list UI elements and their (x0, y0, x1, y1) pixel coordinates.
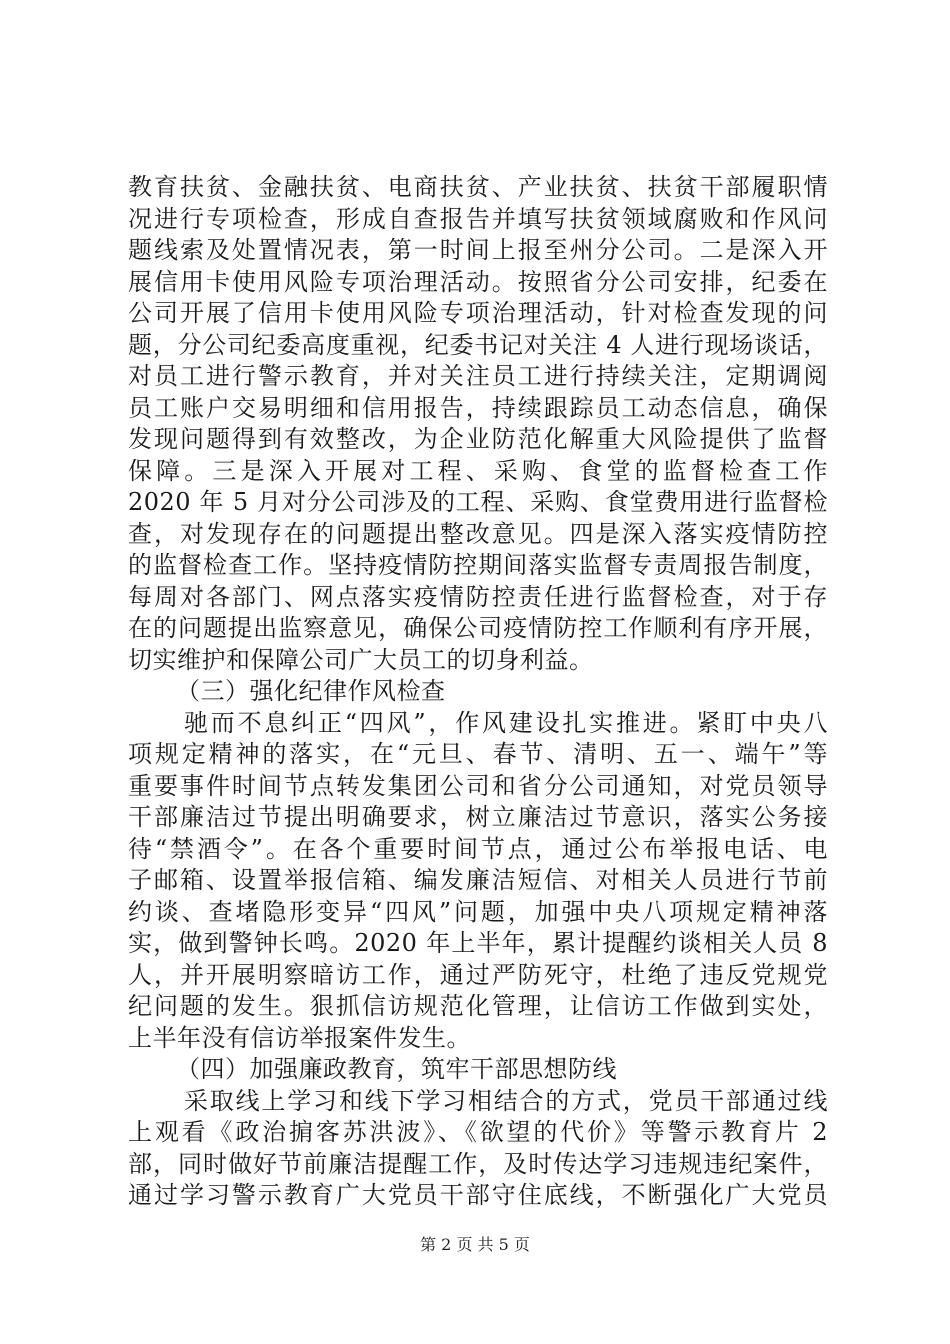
text-line: 通过学习警示教育广大党员干部守住底线，不断强化广大党员 (128, 1181, 828, 1209)
text-line: 的监督检查工作。坚持疫情防控期间落实监督专责周报告制度， (128, 551, 828, 579)
text-line: 展信用卡使用风险专项治理活动。按照省分公司安排，纪委在 (128, 267, 828, 296)
text-line: 员工账户交易明细和信用报告，持续跟踪员工动态信息，确保 (128, 393, 828, 422)
section-heading: （三）强化纪律作风检查 (176, 677, 446, 705)
paragraph-first-line: 驰而不息纠正“四风”，作风建设扎实推进。紧盯中央八 (184, 708, 828, 737)
text-line: 实，做到警钟长鸣。2020 年上半年，累计提醒约谈相关人员 8 (128, 929, 828, 957)
text-line: 保障。三是深入开展对工程、采购、食堂的监督检查工作 (128, 456, 828, 485)
document-body (128, 172, 828, 1212)
text-line: 对员工进行警示教育，并对关注员工进行持续关注，定期调阅 (128, 362, 828, 390)
text-line: 题线索及处置情况表，第一时间上报至州分公司。二是深入开 (128, 236, 828, 264)
text-line: 上观看《政治掮客苏洪波》、《欲望的代价》等警示教育片 2 (128, 1118, 828, 1146)
paragraph-first-line: 采取线上学习和线下学习相结合的方式，党员干部通过线 (184, 1086, 828, 1115)
text-line: 干部廉洁过节提出明确要求，树立廉洁过节意识，落实公务接 (128, 803, 828, 831)
text-line: 纪问题的发生。狠抓信访规范化管理，让信访工作做到实处， (128, 992, 828, 1020)
text-line: 发现问题得到有效整改，为企业防范化解重大风险提供了监督 (128, 425, 828, 453)
section-heading: （四）加强廉政教育，筑牢干部思想防线 (176, 1055, 617, 1083)
text-line: 约谈、查堵隐形变异“四风”问题，加强中央八项规定精神落 (128, 897, 828, 926)
text-line: 在的问题提出监察意见，确保公司疫情防控工作顺利有序开展， (128, 614, 828, 642)
text-line: 人，并开展明察暗访工作，通过严防死守，杜绝了违反党规党 (128, 960, 828, 989)
text-line: 待“禁酒令”。在各个重要时间节点，通过公布举报电话、电 (128, 834, 828, 863)
text-line: 2020 年 5 月对分公司涉及的工程、采购、食堂费用进行监督检 (128, 488, 828, 516)
text-line: 上半年没有信访举报案件发生。 (128, 1023, 471, 1052)
text-line: 重要事件时间节点转发集团公司和省分公司通知，对党员领导 (128, 771, 828, 800)
text-line: 项规定精神的落实，在“元旦、春节、清明、五一、端午”等 (128, 740, 828, 768)
page-number-footer: 第 2 页 共 5 页 (420, 1235, 530, 1254)
text-line: 子邮箱、设置举报信箱、编发廉洁短信、对相关人员进行节前 (128, 866, 828, 894)
text-line: 教育扶贫、金融扶贫、电商扶贫、产业扶贫、扶贫干部履职情 (128, 173, 828, 201)
text-line: 公司开展了信用卡使用风险专项治理活动，针对检查发现的问 (128, 299, 828, 327)
text-line: 切实维护和保障公司广大员工的切身利益。 (128, 645, 594, 674)
text-line: 况进行专项检查，形成自查报告并填写扶贫领域腐败和作风问 (128, 204, 828, 233)
text-line: 部，同时做好节前廉洁提醒工作，及时传达学习违规违纪案件， (128, 1149, 828, 1178)
text-line: 查，对发现存在的问题提出整改意见。四是深入落实疫情防控 (128, 519, 828, 548)
text-line: 题，分公司纪委高度重视，纪委书记对关注 4 人进行现场谈话， (128, 330, 828, 359)
text-line: 每周对各部门、网点落实疫情防控责任进行监督检查，对于存 (128, 582, 828, 611)
